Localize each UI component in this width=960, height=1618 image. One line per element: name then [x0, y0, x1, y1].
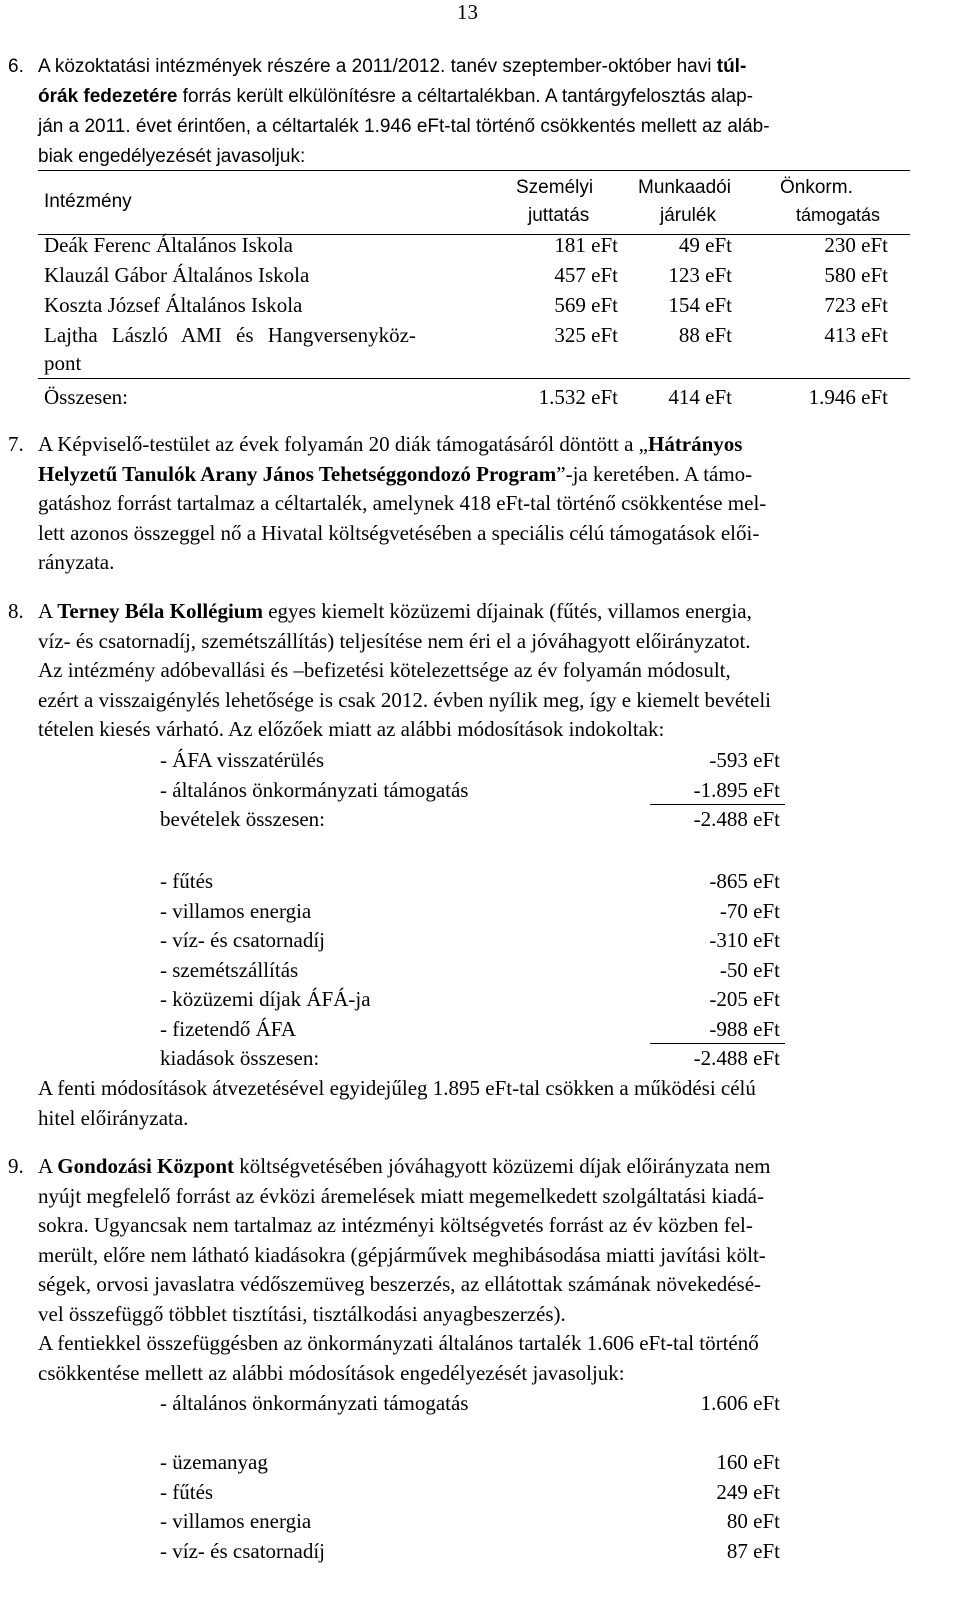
table-total-label: Összesen:	[44, 385, 128, 409]
paragraph-7	[8, 430, 936, 578]
p6-text-1: A közoktatási intézmények részére a 2011/2012. tanév szeptember-október havi	[38, 56, 717, 77]
p9-line-8: csökkentése mellett az alábbi módosítások engedélyezését javasoljuk:	[38, 1360, 625, 1385]
table-row-1-name: Deák Ferenc Általános Iskola	[44, 233, 293, 257]
col-header-personal-1: Személyi	[516, 177, 594, 198]
list-item-value: 160 eFt	[716, 1450, 780, 1474]
item-number: 6.	[8, 56, 24, 77]
p9-line-4: merült, előre nem látható kiadásokra (gépjárművek meghibásodása miatti javítási költ-	[38, 1242, 766, 1267]
list-item	[160, 1507, 780, 1537]
p7-line-5: rányzata.	[38, 550, 115, 574]
p6-text-2: forrás került elkülönítésre a céltartalékban. A tantárgyfelosztás alap-	[177, 86, 753, 107]
list-item	[160, 746, 780, 776]
p9-line-1a: A	[38, 1154, 58, 1178]
income-list	[160, 746, 780, 835]
table-total-employer: 414 eFt	[668, 385, 732, 409]
list-item-value: 80 eFt	[726, 1509, 780, 1533]
table-row-4-employer: 88 eFt	[678, 323, 732, 347]
list-item-label: - fizetendő ÁFA	[160, 1016, 297, 1041]
list-item	[160, 1478, 780, 1508]
p8-line-4: ezért a visszaigénylés lehetősége is csak 2012. évben nyílik meg, így e kiemelt bevételi	[38, 687, 772, 712]
allocation-table	[38, 170, 910, 409]
paragraph-6	[8, 52, 936, 172]
list-item	[160, 1448, 780, 1478]
col-header-employer-1: Munkaadói	[638, 177, 731, 198]
list-item-value: -2.488 eFt	[693, 1046, 780, 1070]
paragraph-8	[8, 597, 936, 745]
p8-footer-1: A fenti módosítások átvezetésével egyidejűleg 1.895 eFt-tal csökken a működési célú	[38, 1076, 756, 1100]
table-row-4-personal: 325 eFt	[554, 323, 618, 347]
item-number: 9.	[8, 1154, 24, 1178]
table-row-2-personal: 457 eFt	[554, 263, 618, 287]
list-item-label: - villamos energia	[160, 1509, 312, 1533]
table-row-1-municipal: 230 eFt	[824, 233, 888, 257]
list-item	[160, 1044, 780, 1074]
p8-line-1c: egyes kiemelt közüzemi díjainak (fűtés, villamos energia,	[262, 599, 752, 623]
list-item	[160, 1537, 780, 1567]
list-item-value: -593 eFt	[709, 748, 780, 772]
list-item-label: - ÁFA visszatérülés	[160, 748, 325, 772]
list-item-label: - fűtés	[160, 1479, 214, 1504]
p7-line-3: gatáshoz forrást tartalmaz a céltartalék, amelynek 418 eFt-tal történő csökkentése mel-	[38, 491, 767, 515]
list-item	[160, 867, 780, 897]
list-item-value: -310 eFt	[709, 928, 780, 952]
col-header-municipal-2: támogatás	[796, 205, 881, 225]
page-number: 13	[457, 0, 478, 24]
table-total-personal: 1.532 eFt	[538, 385, 618, 409]
support-list	[160, 1389, 780, 1419]
col-header-employer-2: járulék	[660, 205, 716, 226]
p9-line-1c: költségvetésében jóváhagyott közüzemi díjak előirányzata nem	[234, 1154, 771, 1178]
table-row-3-employer: 154 eFt	[668, 293, 732, 317]
cost-item-list	[160, 1448, 780, 1566]
p9-line-5: ségek, orvosi javaslatra védőszemüveg beszerzés, az ellátottak számának növekedésé-	[38, 1272, 762, 1296]
table-row-4-name: Lajtha László AMI és Hangversenyköz-	[44, 323, 416, 347]
p8-line-2: víz- és csatornadíj, szemétszállítás) teljesítése nem éri el a jóváhagyott előirányzatot.	[38, 628, 751, 653]
list-item-label: - villamos energia	[160, 898, 312, 923]
col-header-personal-2: juttatás	[528, 205, 590, 226]
p9-line-2: nyújt megfelelő forrást az évközi áremelések miatt megemelkedett szolgáltatási kiadá-	[38, 1183, 764, 1208]
p7-bold-2: Helyzetű Tanulók Arany János Tehetséggondozó Program	[38, 461, 557, 486]
list-item-value: -50 eFt	[719, 957, 780, 982]
list-item-label: - általános önkormányzati támogatás	[160, 777, 469, 802]
p6-bold-1: túl-	[716, 56, 747, 77]
table-row-3-personal: 569 eFt	[554, 293, 618, 317]
list-item-label: - közüzemi díjak ÁFÁ-ja	[160, 987, 371, 1011]
list-item-value: -865 eFt	[709, 869, 780, 893]
list-item-value: 249 eFt	[716, 1479, 780, 1504]
p6-text-4: biak engedélyezését javasoljuk:	[38, 146, 306, 167]
table-row-4-name-cont: pont	[44, 351, 82, 375]
list-item-label: - víz- és csatornadíj	[160, 1538, 326, 1563]
table-row-3-name: Koszta József Általános Iskola	[44, 293, 303, 317]
item-number: 8.	[8, 599, 24, 623]
p7-bold-1: Hátrányos	[647, 432, 743, 456]
table-total-municipal: 1.946 eFt	[808, 385, 888, 409]
table-total-divider	[38, 378, 910, 379]
p9-line-3: sokra. Ugyancsak nem tartalmaz az intézményi költségvetés forrást az év közben fel-	[38, 1213, 753, 1237]
list-item	[160, 926, 780, 956]
table-row-1-employer: 49 eFt	[678, 233, 732, 257]
list-item-value: -988 eFt	[709, 1016, 780, 1041]
col-header-municipal-1: Önkorm.	[780, 177, 853, 198]
list-item-label: - víz- és csatornadíj	[160, 928, 326, 952]
p6-text-3: ján a 2011. évet érintően, a céltartalék 1.946 eFt-tal történő csökkentés mellett az aláb-	[38, 116, 770, 137]
p9-line-7: A fentiekkel összefüggésben az önkormányzati általános tartalék 1.606 eFt-tal történő	[38, 1331, 759, 1355]
list-item	[160, 805, 780, 835]
list-item-value: -70 eFt	[719, 898, 780, 923]
paragraph-8-footer	[38, 1074, 936, 1133]
expense-sum-underline	[650, 1043, 785, 1044]
table-row-2-municipal: 580 eFt	[824, 263, 888, 287]
p8-line-1a: A	[38, 599, 58, 623]
list-item	[160, 985, 780, 1015]
p7-line-1: A Képviselő-testület az évek folyamán 20 diák támogatásáról döntött a „	[38, 432, 648, 456]
income-sum-underline	[650, 804, 785, 805]
list-item	[160, 956, 780, 986]
p7-line-4: lett azonos összeggel nő a Hivatal költségvetésében a speciális célú támogatások elői-	[38, 520, 760, 545]
list-item-label: - szemétszállítás	[160, 957, 299, 982]
list-item-value: -1.895 eFt	[693, 777, 780, 802]
paragraph-9	[8, 1152, 936, 1388]
list-item	[160, 897, 780, 927]
table-row-2-name: Klauzál Gábor Általános Iskola	[44, 263, 310, 287]
p8-bold: Terney Béla Kollégium	[57, 599, 263, 623]
p8-footer-2: hitel előirányzata.	[38, 1105, 189, 1130]
p8-line-5: tételen kiesés várható. Az előzőek miatt az alábbi módosítások indokoltak:	[38, 717, 665, 741]
list-item-value: -205 eFt	[709, 987, 780, 1011]
list-item-label: kiadások összesen:	[160, 1046, 320, 1070]
table-row-4-municipal: 413 eFt	[824, 323, 888, 347]
p8-line-3: Az intézmény adóbevallási és –befizetési kötelezettsége az év folyamán módosult,	[38, 658, 731, 682]
p6-bold-2: órák fedezetére	[38, 86, 178, 107]
p7-line-2: ”-ja keretében. A támo-	[556, 461, 753, 486]
table-row-2-employer: 123 eFt	[668, 263, 732, 287]
list-item-value: 1.606 eFt	[700, 1391, 780, 1415]
table-row-3-municipal: 723 eFt	[824, 293, 888, 317]
list-item	[160, 1015, 780, 1045]
p9-line-6: vel összefüggő többlet tisztítási, tisztálkodási anyagbeszerzés).	[38, 1301, 566, 1326]
list-item-label: - üzemanyag	[160, 1450, 268, 1474]
col-header-institution: Intézmény	[44, 191, 132, 212]
list-item-label: bevételek összesen:	[160, 807, 326, 831]
table-header-divider	[38, 234, 910, 235]
list-item	[160, 776, 780, 806]
table-row-1-personal: 181 eFt	[554, 233, 618, 257]
list-item-label: - fűtés	[160, 869, 214, 893]
item-number: 7.	[8, 432, 24, 456]
list-item-label: - általános önkormányzati támogatás	[160, 1391, 469, 1415]
list-item	[160, 1389, 780, 1419]
p9-bold: Gondozási Központ	[57, 1154, 235, 1178]
list-item-value: -2.488 eFt	[693, 807, 780, 831]
list-item-value: 87 eFt	[726, 1538, 780, 1563]
